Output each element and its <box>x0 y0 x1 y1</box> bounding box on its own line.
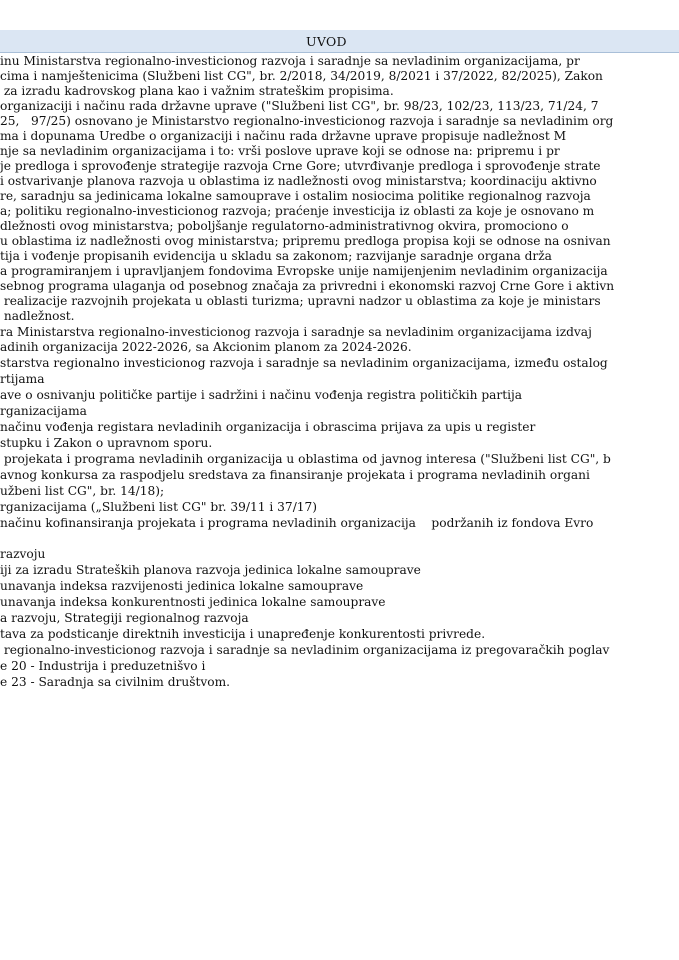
text-line: u oblastima iz nadležnosti ovog ministarstva; pripremu predloga propisa koji se odnose na osnivan <box>0 234 611 248</box>
text-line: projekata i programa nevladinih organizacija u oblastima od javnog interesa ("Službeni list CG", b <box>0 452 611 466</box>
text-line: e 20 - Industrija i preduzetnišvo i <box>0 659 206 673</box>
text-line: ave o osnivanju političke partije i sadržini i načinu vođenja registra političkih partija <box>0 388 523 402</box>
text-line: načinu kofinansiranja projekata i programa nevladinih organizacija podržanih iz fondova Evro <box>0 516 594 530</box>
text-line: avnog konkursa za raspodjelu sredstava za finansiranje projekata i programa nevladinih organi <box>0 468 590 482</box>
text-line: rganizacijama <box>0 404 87 418</box>
text-line: cima i namještenicima (Službeni list CG", br. 2/2018, 34/2019, 8/2021 i 37/2022, 82/2025), Zakon <box>0 69 603 83</box>
text-line: realizacije razvojnih projekata u oblasti turizma; upravni nadzor u oblastima za koje je ministars <box>0 294 601 308</box>
text-line: inu Ministarstva regionalno-investicionog razvoja i saradnje sa nevladinim organizacijama, pr <box>0 54 580 68</box>
text-line: za izradu kadrovskog plana kao i važnim strateškim propisima. <box>0 84 394 98</box>
text-line: rtijama <box>0 372 45 386</box>
text-line: dležnosti ovog ministarstva; poboljšanje regulatorno-administrativnog okvira, promociono o <box>0 219 569 233</box>
section-title: UVOD <box>306 34 347 49</box>
text-line: sebnog programa ulaganja od posebnog značaja za privredni i ekonomski razvoj Crne Gore i aktivn <box>0 279 615 293</box>
text-line: unavanja indeksa razvijenosti jedinica lokalne samouprave <box>0 579 364 593</box>
text-line: ma i dopunama Uredbe o organizaciji i načinu rada državne uprave propisuje nadležnost M <box>0 129 567 143</box>
text-line: re, saradnju sa jedinicama lokalne samouprave i ostalim nosiocima politike regionalnog razvoja <box>0 189 591 203</box>
text-line: starstva regionalno investicionog razvoja i saradnje sa nevladinim organizacijama, između ostalog <box>0 356 608 370</box>
text-line: je predloga i sprovođenje strategije razvoja Crne Gore; utvrđivanje predloga i sprovođenje strate <box>0 159 601 173</box>
text-line: a; politiku regionalno-investicionog razvoja; praćenje investicija iz oblasti za koje je osnovano m <box>0 204 595 218</box>
text-line: načinu vođenja registara nevladinih organizacija i obrascima prijava za upis u register <box>0 420 536 434</box>
text-line: unavanja indeksa konkurentnosti jedinica lokalne samouprave <box>0 595 386 609</box>
text-line: a razvoju, Strategiji regionalnog razvoja <box>0 611 249 625</box>
text-line: 25, 97/25) osnovano je Ministarstvo regionalno-investicionog razvoja i saradnje sa nevladinim org <box>0 114 614 128</box>
text-line: tava za podsticanje direktnih investicija i unapređenje konkurentosti privrede. <box>0 627 486 641</box>
text-line: adinih organizacija 2022-2026, sa Akcionim planom za 2024-2026. <box>0 340 412 354</box>
text-line: razvoju <box>0 547 46 561</box>
text-line: e 23 - Saradnja sa civilnim društvom. <box>0 675 230 689</box>
text-line: nje sa nevladinim organizacijama i to: vrši poslove uprave koji se odnose na: pripremu i pr <box>0 144 560 158</box>
text-line: tija i vođenje propisanih evidencija u skladu sa zakonom; razvijanje saradnje organa drža <box>0 249 552 263</box>
text-line: regionalno-investicionog razvoja i saradnje sa nevladinim organizacijama iz pregovaračkih poglav <box>0 643 610 657</box>
text-line: organizaciji i načinu rada državne uprave ("Službeni list CG", br. 98/23, 102/23, 113/23, 71/24, 7 <box>0 99 599 113</box>
text-line: nadležnost. <box>0 309 75 323</box>
text-line: rganizacijama („Službeni list CG" br. 39/11 i 37/17) <box>0 500 318 514</box>
text-line: ra Ministarstva regionalno-investicionog razvoja i saradnje sa nevladinim organizacijama izdvaj <box>0 325 592 339</box>
text-line: stupku i Zakon o upravnom sporu. <box>0 436 213 450</box>
text-line: iji za izradu Strateških planova razvoja jedinica lokalne samouprave <box>0 563 421 577</box>
text-line: užbeni list CG", br. 14/18); <box>0 484 165 498</box>
text-line: a programiranjem i upravljanjem fondovima Evropske unije namijenjenim nevladinim organizacija <box>0 264 608 278</box>
text-line: i ostvarivanje planova razvoja u oblastima iz nadležnosti ovog ministarstva; koordinaciju aktivno <box>0 174 597 188</box>
